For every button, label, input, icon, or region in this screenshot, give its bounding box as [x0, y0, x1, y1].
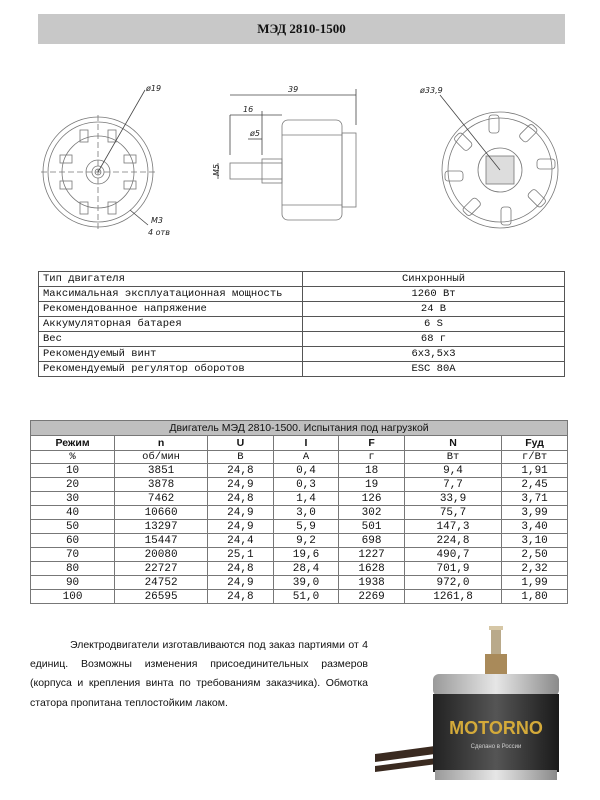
- brand-logo: MOTORNO: [449, 718, 543, 738]
- table-cell: 75,7: [404, 506, 501, 520]
- load-test-table: [30, 420, 568, 604]
- table-cell: 19: [339, 478, 405, 492]
- spec-table: [38, 271, 565, 377]
- table-cell: 13297: [115, 520, 208, 534]
- table-cell: 698: [339, 534, 405, 548]
- table-cell: 22727: [115, 562, 208, 576]
- column-header: I: [273, 436, 339, 451]
- table-row: [31, 478, 568, 492]
- spec-row: [39, 332, 565, 347]
- table-cell: 701,9: [404, 562, 501, 576]
- table-cell: 90: [31, 576, 115, 590]
- brand-tagline: Сделано в России: [470, 744, 522, 750]
- spec-row: [39, 302, 565, 317]
- unit-cell: г: [339, 451, 405, 464]
- table-cell: 9,4: [404, 464, 501, 478]
- table-cell: 80: [31, 562, 115, 576]
- dim-screw-1: М3: [151, 216, 163, 225]
- table-cell: 18: [339, 464, 405, 478]
- spec-label: Рекомендованное напряжение: [39, 302, 303, 317]
- dim-shaft-dia: ø5: [250, 129, 260, 138]
- table-cell: 20080: [115, 548, 208, 562]
- table-cell: 3,40: [502, 520, 568, 534]
- spec-label: Максимальная эксплуатационная мощность: [39, 287, 303, 302]
- column-header: N: [404, 436, 501, 451]
- spec-value: Синхронный: [303, 272, 565, 287]
- table-cell: 51,0: [273, 590, 339, 604]
- table-cell: 33,9: [404, 492, 501, 506]
- table-cell: 50: [31, 520, 115, 534]
- table-cell: 24,8: [208, 464, 274, 478]
- table-cell: 2269: [339, 590, 405, 604]
- table-row: [31, 548, 568, 562]
- table-cell: 7462: [115, 492, 208, 506]
- table-cell: 0,3: [273, 478, 339, 492]
- table-cell: 24,8: [208, 562, 274, 576]
- table-cell: 3,71: [502, 492, 568, 506]
- table-cell: 224,8: [404, 534, 501, 548]
- table-cell: 2,50: [502, 548, 568, 562]
- table-cell: 1261,8: [404, 590, 501, 604]
- table-cell: 147,3: [404, 520, 501, 534]
- spec-value: 68 г: [303, 332, 565, 347]
- table-cell: 10: [31, 464, 115, 478]
- unit-cell: г/Вт: [502, 451, 568, 464]
- table-cell: 30: [31, 492, 115, 506]
- table-cell: 1938: [339, 576, 405, 590]
- spec-row: [39, 287, 565, 302]
- table-cell: 490,7: [404, 548, 501, 562]
- dim-screw-2: 4 отв: [148, 228, 170, 237]
- column-header: n: [115, 436, 208, 451]
- table-cell: 1,91: [502, 464, 568, 478]
- unit-cell: В: [208, 451, 274, 464]
- table-row: [31, 562, 568, 576]
- table-cell: 25,1: [208, 548, 274, 562]
- spec-label: Рекомендуемый винт: [39, 347, 303, 362]
- unit-cell: А: [273, 451, 339, 464]
- column-header: Fуд: [502, 436, 568, 451]
- table-row: [31, 590, 568, 604]
- table-cell: 10660: [115, 506, 208, 520]
- table-cell: 126: [339, 492, 405, 506]
- table-cell: 70: [31, 548, 115, 562]
- table-cell: 19,6: [273, 548, 339, 562]
- spec-value: ESC 80A: [303, 362, 565, 377]
- page-title: МЭД 2810-1500: [38, 14, 565, 44]
- table-row: [31, 520, 568, 534]
- unit-cell: Вт: [404, 451, 501, 464]
- spec-label: Аккумуляторная батарея: [39, 317, 303, 332]
- table-cell: 24,8: [208, 492, 274, 506]
- table-cell: 1,4: [273, 492, 339, 506]
- table-cell: 2,32: [502, 562, 568, 576]
- table-row: [31, 492, 568, 506]
- table-cell: 100: [31, 590, 115, 604]
- column-header: U: [208, 436, 274, 451]
- table-row: [31, 464, 568, 478]
- spec-row: [39, 347, 565, 362]
- motor-technical-drawings: [30, 75, 580, 260]
- table-cell: 5,9: [273, 520, 339, 534]
- spec-value: 6х3,5х3: [303, 347, 565, 362]
- table-cell: 3,10: [502, 534, 568, 548]
- spec-value: 24 В: [303, 302, 565, 317]
- table-cell: 1,99: [502, 576, 568, 590]
- table-cell: 26595: [115, 590, 208, 604]
- table-row: [31, 506, 568, 520]
- table-cell: 28,4: [273, 562, 339, 576]
- unit-cell: об/мин: [115, 451, 208, 464]
- table-cell: 972,0: [404, 576, 501, 590]
- table-cell: 2,45: [502, 478, 568, 492]
- table-cell: 1,80: [502, 590, 568, 604]
- table-cell: 24,8: [208, 590, 274, 604]
- table-cell: 24,9: [208, 576, 274, 590]
- table-cell: 24752: [115, 576, 208, 590]
- table-cell: 24,9: [208, 478, 274, 492]
- table-cell: 60: [31, 534, 115, 548]
- spec-row: [39, 272, 565, 287]
- unit-cell: %: [31, 451, 115, 464]
- table-row: [31, 576, 568, 590]
- table-cell: 20: [31, 478, 115, 492]
- spec-label: Вес: [39, 332, 303, 347]
- column-header: F: [339, 436, 405, 451]
- table-cell: 24,9: [208, 520, 274, 534]
- table-cell: 1227: [339, 548, 405, 562]
- table-cell: 24,9: [208, 506, 274, 520]
- table-cell: 39,0: [273, 576, 339, 590]
- table-cell: 501: [339, 520, 405, 534]
- table-cell: 3851: [115, 464, 208, 478]
- description-paragraph: Электродвигатели изготавливаются под заказ партиями от 4 единиц. Возможны изменения присоединительных размеров (корпуса и крепления винта по требованиям заказчика). Обмотка статора пропитана теплостойким лаком.: [30, 639, 368, 709]
- table-cell: 40: [31, 506, 115, 520]
- spec-value: 6 S: [303, 317, 565, 332]
- dim-length: 39: [288, 85, 299, 94]
- dim-shaft-len: 16: [243, 105, 254, 114]
- spec-row: [39, 362, 565, 377]
- table-cell: 302: [339, 506, 405, 520]
- table-cell: 3,99: [502, 506, 568, 520]
- spec-value: 1260 Вт: [303, 287, 565, 302]
- table-row: [31, 534, 568, 548]
- table-cell: 1628: [339, 562, 405, 576]
- table-cell: 24,4: [208, 534, 274, 548]
- table-cell: 9,2: [273, 534, 339, 548]
- spec-row: [39, 317, 565, 332]
- table-cell: 0,4: [273, 464, 339, 478]
- table-cell: 15447: [115, 534, 208, 548]
- table-cell: 3878: [115, 478, 208, 492]
- column-header: Режим: [31, 436, 115, 451]
- table-cell: 3,0: [273, 506, 339, 520]
- spec-label: Рекомендуемый регулятор оборотов: [39, 362, 303, 377]
- dim-front-dia: ø19: [146, 84, 162, 93]
- table-cell: 7,7: [404, 478, 501, 492]
- dim-rear-dia: ø33,9: [420, 86, 443, 95]
- test-caption: Двигатель МЭД 2810-1500. Испытания под нагрузкой: [31, 421, 568, 436]
- spec-label: Тип двигателя: [39, 272, 303, 287]
- dim-thread: М5: [212, 164, 221, 176]
- motor-photo: [375, 622, 565, 790]
